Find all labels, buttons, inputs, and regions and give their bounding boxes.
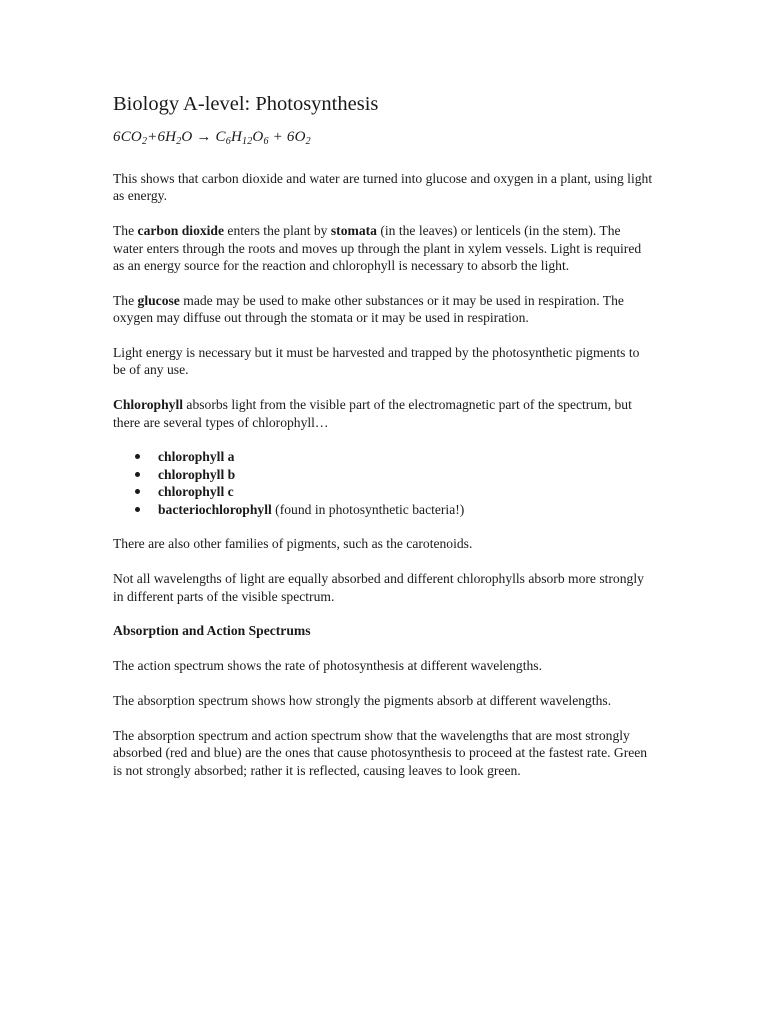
- bold-term: glucose: [137, 292, 180, 308]
- text-run: absorbs light from the visible part of the electromagnetic part of the spectrum, but there are several types of chlorophyll…: [113, 397, 632, 430]
- heading-text: Absorption and Action Spectrums: [113, 623, 311, 639]
- bold-term: chlorophyll b: [158, 466, 236, 482]
- paragraph-glucose: [113, 292, 653, 327]
- paragraph-action-spectrum: The action spectrum shows the rate of photosynthesis at different wavelengths.: [113, 658, 542, 674]
- bullet-icon: [135, 489, 140, 494]
- paragraph-conclusion: The absorption spectrum and action spectrum show that the wavelengths that are most strongly absorbed (red and blue) are the ones that cause photosynthesis to proceed at the fastest rate. Green is not strongly absorbed; rather it is reflected, causing leaves to look green.: [113, 727, 648, 778]
- list-item: [113, 466, 653, 483]
- bullet-icon: [135, 454, 140, 459]
- text-run: The: [113, 223, 138, 239]
- paragraph-overview: This shows that carbon dioxide and water are turned into glucose and oxygen in a plant, using light as energy.: [113, 171, 653, 204]
- bold-term: chlorophyll c: [158, 484, 234, 500]
- eq-subscript: 12: [242, 136, 253, 147]
- eq-part: + 6O: [268, 129, 306, 145]
- text-run: made may be used to make other substances or it may be used in respiration. The oxygen may diffuse out through the stomata or it may be used in respiration.: [113, 292, 624, 326]
- text-run: (in the leaves) or lenticels (in the stem). The water enters through the roots and moves up through the plant in xylem vessels. Light is required as an energy source for the reaction and chlorophyll is necessary to absorb the light.: [113, 223, 642, 274]
- list-item: [113, 501, 653, 518]
- bold-term: carbon dioxide: [137, 223, 225, 239]
- paragraph-wavelengths: Not all wavelengths of light are equally absorbed and different chlorophylls absorb more strongly in different parts of the visible spectrum.: [113, 571, 644, 604]
- paragraph-chlorophyll: [113, 396, 653, 431]
- bold-term: chlorophyll a: [158, 449, 235, 465]
- reaction-arrow-icon: →: [196, 129, 212, 145]
- bullet-icon: [135, 472, 140, 477]
- eq-part: O: [181, 129, 197, 145]
- eq-part: +6H: [147, 129, 177, 145]
- eq-subscript: 6: [225, 136, 231, 147]
- bold-term: stomata: [330, 223, 377, 239]
- eq-part: H: [230, 129, 242, 145]
- eq-subscript: 2: [141, 136, 148, 147]
- bullet-icon: [135, 507, 140, 512]
- eq-part: C: [211, 129, 226, 145]
- bold-term: Chlorophyll: [113, 397, 184, 413]
- photosynthesis-equation: [113, 124, 653, 150]
- document-body: [113, 88, 653, 779]
- paragraph-light-energy: Light energy is necessary but it must be harvested and trapped by the photosynthetic pigments to be of any use.: [113, 345, 640, 378]
- eq-subscript: 6: [263, 136, 269, 147]
- eq-subscript: 2: [176, 136, 182, 147]
- paragraph-carbon-dioxide: [113, 222, 653, 274]
- text-run: The: [113, 292, 138, 308]
- eq-part: O: [252, 129, 264, 145]
- list-item: [113, 448, 653, 465]
- section-heading: [113, 622, 653, 639]
- text-run: enters the plant by: [224, 223, 331, 239]
- bold-term: bacteriochlorophyll: [158, 501, 272, 517]
- eq-subscript: 2: [305, 136, 311, 147]
- page-title: Biology A-level: Photosynthesis: [113, 93, 379, 115]
- eq-part: 6CO: [113, 129, 142, 145]
- list-item: [113, 483, 653, 500]
- paragraph-other-pigments: There are also other families of pigments, such as the carotenoids.: [113, 536, 473, 552]
- paragraph-absorption-spectrum: The absorption spectrum shows how strongly the pigments absorb at different wavelengths.: [113, 693, 612, 709]
- text-run: (found in photosynthetic bacteria!): [271, 501, 465, 517]
- chlorophyll-types-list: [113, 448, 653, 518]
